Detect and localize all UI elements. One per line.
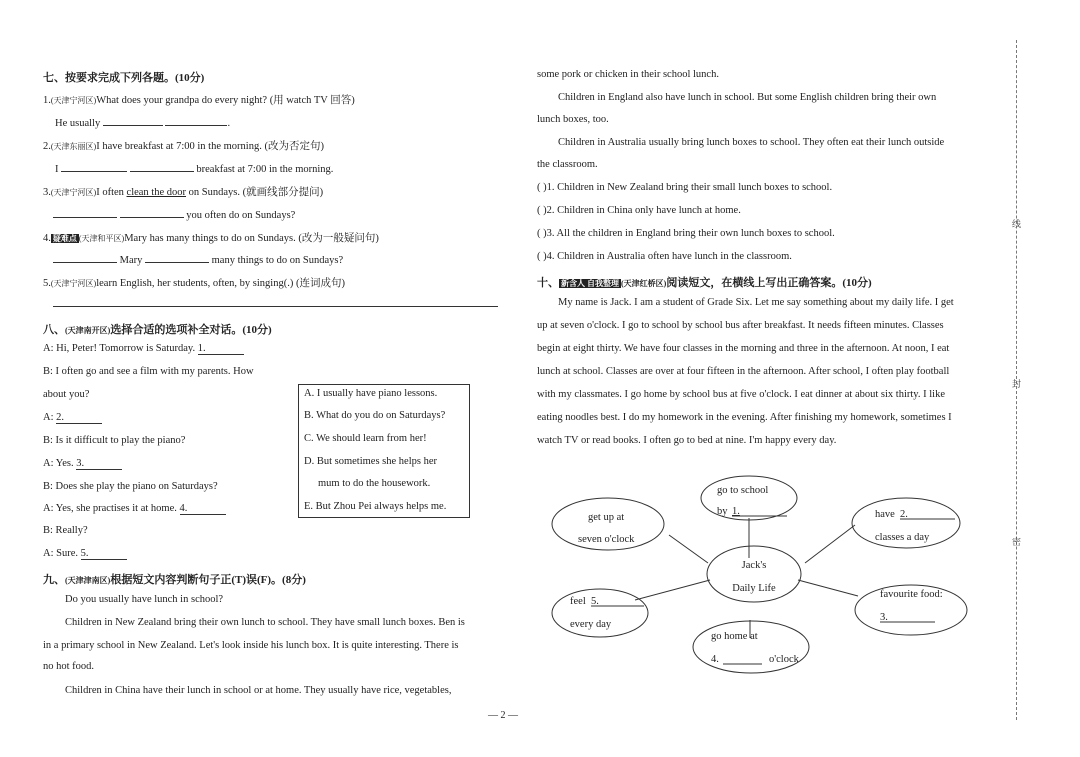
side-mark: 封 xyxy=(1012,379,1022,389)
node-label: favourite food: xyxy=(880,589,943,600)
story-line: My name is Jack. I am a student of Grade Six. Let me say something about my daily life. I get xyxy=(558,297,954,308)
answer-blank[interactable]: 2. xyxy=(56,412,102,424)
tf-item[interactable]: ( )4. Children in Australia often have lunch in the classroom. xyxy=(537,251,792,262)
blank-number[interactable]: 4. xyxy=(711,654,719,665)
paragraph: Children in New Zealand bring their own lunch to school. They have small lunch boxes. Ben is xyxy=(65,617,465,628)
answer-line-3[interactable]: you often do on Sundays? xyxy=(53,207,295,221)
node-go-to-school xyxy=(701,476,797,520)
node-label: o'clock xyxy=(769,654,799,665)
blank[interactable] xyxy=(53,252,117,263)
node-label: every day xyxy=(570,619,612,630)
answer-blank[interactable]: 5. xyxy=(81,548,127,560)
option-item: D. But sometimes she helps her xyxy=(304,456,437,467)
dialog-line: A: Yes. 3. xyxy=(43,458,122,470)
blank[interactable] xyxy=(53,207,117,218)
side-mark: 密 xyxy=(1012,537,1022,547)
section-badge: 新含人 自我整理 xyxy=(561,279,619,288)
dialog-line: A: Hi, Peter! Tomorrow is Saturday. 1. xyxy=(43,343,244,355)
story-line: lunch at school. Classes are over at four fifteen in the afternoon. After school, I often play football xyxy=(537,366,950,377)
dialog-line: B: Is it difficult to play the piano? xyxy=(43,435,186,446)
node-label: by xyxy=(717,506,728,517)
story-line: eating noodles best. I do my homework in the evening. After finishing my homework, sometimes I xyxy=(537,412,952,423)
dialog-line: B: Really? xyxy=(43,525,88,536)
page-number: — 2 — xyxy=(488,710,518,721)
answer-blank[interactable]: 3. xyxy=(76,458,122,470)
question-2: 2.(天津东丽区)I have breakfast at 7:00 in the morning. (改为否定句) xyxy=(43,141,324,152)
tf-item[interactable]: ( )3. All the children in England bring their own lunch boxes to school. xyxy=(537,228,835,239)
blank-number[interactable]: 1. xyxy=(732,506,740,517)
paragraph: Children in Australia usually bring lunch boxes to school. They often eat their lunch outside xyxy=(558,137,945,148)
paragraph: lunch boxes, too. xyxy=(537,114,609,125)
section-7-title: 七、按要求完成下列各题。(10分) xyxy=(43,72,205,84)
section-8-title: 八、(天津南开区)选择合适的选项补全对话。(10分) xyxy=(43,324,272,336)
node-label: go home at xyxy=(711,631,758,642)
answer-line-5[interactable] xyxy=(53,296,498,307)
story-line: watch TV or read books. I often go to bed at nine. I'm happy every day. xyxy=(537,435,837,446)
dialog-line: A: Sure. 5. xyxy=(43,548,127,560)
node-label: seven o'clock xyxy=(578,534,635,545)
node-label: get up at xyxy=(588,512,625,523)
tf-item[interactable]: ( )2. Children in China only have lunch at home. xyxy=(537,205,741,216)
blank[interactable] xyxy=(165,115,227,126)
option-item: A. I usually have piano lessons. xyxy=(304,388,438,399)
story-line: begin at eight thirty. We have four classes in the morning and three in the afternoon. At noon, I eat xyxy=(537,343,950,354)
paragraph: Children in China have their lunch in school or at home. They usually have rice, vegetables, xyxy=(65,685,452,696)
dialog-line: A: 2. xyxy=(43,412,102,424)
answer-blank[interactable]: 1. xyxy=(198,343,244,355)
story-line: up at seven o'clock. I go to school by school bus after breakfast. It needs fifteen minutes. Classes xyxy=(537,320,944,331)
node-label: go to school xyxy=(717,485,769,496)
dialog-line: about you? xyxy=(43,389,90,400)
answer-line-4[interactable]: Mary many things to do on Sundays? xyxy=(53,252,343,266)
difficulty-badge: 疑难点 xyxy=(52,234,77,243)
node-go-home xyxy=(693,621,809,673)
dialog-line: B: Does she play the piano on Saturdays? xyxy=(43,481,218,492)
options-box xyxy=(298,384,470,518)
question-4: 4. 疑难点 (天津和平区)Mary has many things to do on Sundays. (改为一般疑问句) xyxy=(43,233,379,244)
question-5: 5.(天津宁河区)learn English, her students, often, by singing(.) (连词成句) xyxy=(43,278,345,289)
side-mark: 线 xyxy=(1012,219,1022,229)
blank[interactable] xyxy=(120,207,184,218)
option-item: B. What do you do on Saturdays? xyxy=(304,410,446,421)
option-item: E. But Zhou Pei always helps me. xyxy=(304,501,447,512)
mind-map xyxy=(540,470,1010,685)
node-label: feel xyxy=(570,596,586,607)
blank[interactable] xyxy=(130,161,194,172)
paragraph: some pork or chicken in their school lunch. xyxy=(537,69,719,80)
blank[interactable] xyxy=(145,252,209,263)
paragraph: no hot food. xyxy=(43,661,95,672)
paragraph: Children in England also have lunch in school. But some English children bring their own xyxy=(558,92,937,103)
blank-number[interactable]: 3. xyxy=(880,612,888,623)
blank-number[interactable]: 2. xyxy=(900,509,908,520)
blank[interactable] xyxy=(103,115,163,126)
dialog-line: B: I often go and see a film with my parents. How xyxy=(43,366,254,377)
center-label: Jack's xyxy=(741,560,767,571)
tf-item[interactable]: ( )1. Children in New Zealand bring their small lunch boxes to school. xyxy=(537,182,833,193)
dialog-line: A: Yes, she practises it at home. 4. xyxy=(43,503,226,515)
blank[interactable] xyxy=(61,161,127,172)
question-1: 1.(天津宁河区)What does your grandpa do every night? (用 watch TV 回答) xyxy=(43,95,355,106)
section-10-title: 十、 新含人 自我整理 (天津红桥区)阅读短文，在横线上写出正确答案。(10分) xyxy=(537,277,872,289)
paragraph: Do you usually have lunch in school? xyxy=(65,594,224,605)
answer-line-2[interactable]: I breakfast at 7:00 in the morning. xyxy=(55,161,333,175)
section-9-title: 九、(天津津南区)根据短文内容判断句子正(T)误(F)。(8分) xyxy=(43,574,306,586)
center-label: Daily Life xyxy=(732,583,776,594)
answer-line-1[interactable]: He usually . xyxy=(55,115,230,129)
blank-number[interactable]: 5. xyxy=(591,596,599,607)
option-item: mum to do the housework. xyxy=(318,478,431,489)
story-line: with my classmates. I go home by school bus at five o'clock. I eat dinner at about six thirty. I like xyxy=(537,389,945,400)
node-label: classes a day xyxy=(875,532,930,543)
node-label: have xyxy=(875,509,895,520)
option-item: C. We should learn from her! xyxy=(304,433,427,444)
question-3: 3.(天津宁河区)I often clean the door on Sundays. (就画线部分提问) xyxy=(43,187,324,198)
paragraph: in a primary school in New Zealand. Let's look inside his lunch box. It is quite interesting. There is xyxy=(43,640,459,651)
paragraph: the classroom. xyxy=(537,159,598,170)
answer-blank[interactable]: 4. xyxy=(180,503,226,515)
